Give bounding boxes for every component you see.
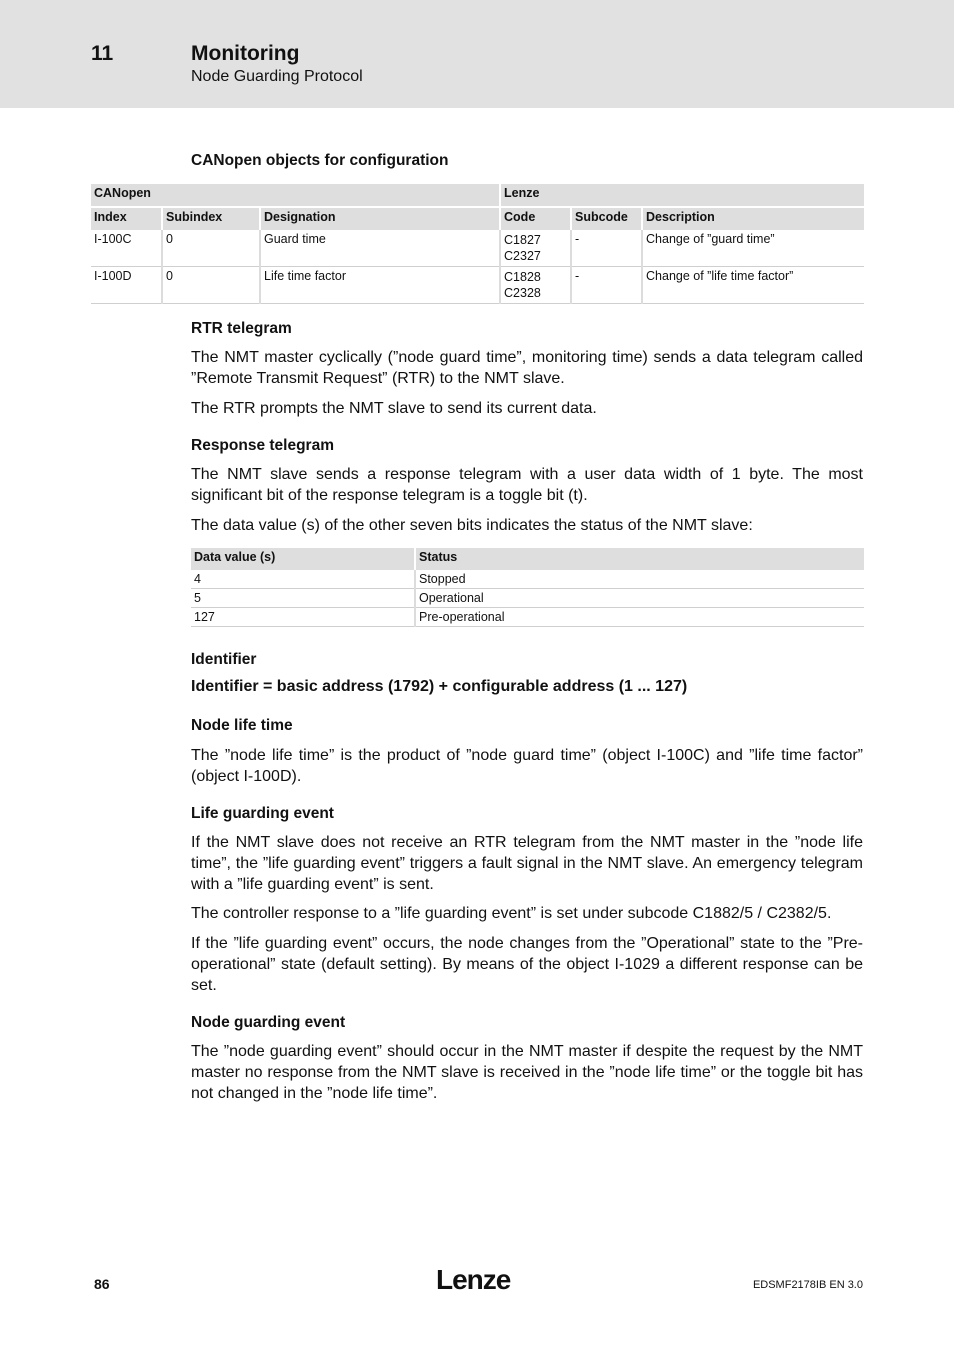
table-row [91, 267, 864, 304]
table-row [191, 570, 864, 589]
cell-data-value: 5 [191, 589, 415, 608]
identifier-formula: Identifier = basic address (1792) + configurable address (1 ... 127) [191, 678, 688, 695]
column-header-data-value: Data value (s) [191, 548, 415, 570]
cell-designation: Life time factor [260, 267, 500, 304]
cell-data-value: 4 [191, 570, 415, 589]
identifier-heading: Identifier [191, 651, 257, 668]
cell-description: Change of ”life time factor” [642, 267, 864, 304]
column-header-index: Index [91, 207, 162, 230]
response-heading: Response telegram [191, 437, 334, 454]
life-guarding-paragraph-3: If the ”life guarding event” occurs, the node changes from the ”Operational” state to the ”Pre-operational” state (default setting). By means of the object I-1029 a different response can be set. [191, 935, 863, 994]
group-header-canopen: CANopen [91, 184, 500, 207]
cell-designation: Guard time [260, 230, 500, 267]
code-line: C1827 [504, 233, 541, 247]
cell-subindex: 0 [162, 267, 260, 304]
cell-description: Change of ”guard time” [642, 230, 864, 267]
cell-status: Operational [415, 589, 864, 608]
lenze-logo [436, 1262, 516, 1296]
response-paragraph-2: The data value (s) of the other seven bits indicates the status of the NMT slave: [191, 517, 753, 534]
document-id: EDSMF2178IB EN 3.0 [752, 1279, 863, 1291]
config-heading: CANopen objects for configuration [191, 152, 449, 169]
response-paragraph-1: The NMT slave sends a response telegram with a user data width of 1 byte. The most significant bit of the response telegram is a toggle bit (t). [191, 466, 863, 504]
page-number: 86 [94, 1276, 110, 1292]
cell-subindex: 0 [162, 230, 260, 267]
code-line: C1828 [504, 270, 541, 284]
code-line: C2327 [504, 249, 541, 263]
table-row [191, 589, 864, 608]
table-row [91, 230, 864, 267]
rtr-heading: RTR telegram [191, 320, 292, 337]
cell-index: I-100D [91, 267, 162, 304]
cell-subcode: - [571, 230, 642, 267]
code-line: C2328 [504, 286, 541, 300]
node-life-paragraph: The ”node life time” is the product of ”node guard time” (object I-100C) and ”life time factor” (object I-100D). [191, 747, 863, 785]
cell-code [500, 230, 571, 267]
cell-code [500, 267, 571, 304]
node-guarding-paragraph: The ”node guarding event” should occur in the NMT master if despite the request by the NMT master no response from the NMT slave is received in the ”node life time” or the toggle bit has not changed in the ”node life time”. [191, 1043, 863, 1102]
node-life-heading: Node life time [191, 717, 293, 734]
rtr-paragraph-2: The RTR prompts the NMT slave to send its current data. [191, 400, 597, 417]
section-title: Node Guarding Protocol [191, 68, 363, 85]
life-guarding-paragraph-2: The controller response to a ”life guarding event” is set under subcode C1882/5 / C2382/5. [191, 905, 832, 922]
chapter-header-band [0, 0, 954, 108]
lenze-logo-text: Lenze [436, 1264, 511, 1295]
chapter-number: 11 [91, 42, 114, 65]
chapter-title: Monitoring [191, 42, 300, 65]
group-header-lenze: Lenze [500, 184, 864, 207]
column-header-subcode: Subcode [571, 207, 642, 230]
canopen-config-table [91, 184, 864, 304]
cell-index: I-100C [91, 230, 162, 267]
column-header-status: Status [415, 548, 864, 570]
rtr-paragraph-1: The NMT master cyclically (”node guard time”, monitoring time) sends a data telegram called ”Remote Transmit Request” (RTR) to the NMT slave. [191, 349, 863, 387]
column-header-designation: Designation [260, 207, 500, 230]
column-header-subindex: Subindex [162, 207, 260, 230]
cell-subcode: - [571, 267, 642, 304]
column-header-description: Description [642, 207, 864, 230]
cell-status: Stopped [415, 570, 864, 589]
table-row [191, 608, 864, 627]
cell-status: Pre-operational [415, 608, 864, 627]
life-guarding-paragraph-1: If the NMT slave does not receive an RTR telegram from the NMT master in the ”node life time”, the ”life guarding event” triggers a fault signal in the NMT slave. An emergency telegram with a ”life guarding event” is sent. [191, 834, 863, 893]
cell-data-value: 127 [191, 608, 415, 627]
life-guarding-heading: Life guarding event [191, 805, 334, 822]
node-guarding-heading: Node guarding event [191, 1014, 346, 1031]
column-header-code: Code [500, 207, 571, 230]
status-table [191, 548, 864, 627]
